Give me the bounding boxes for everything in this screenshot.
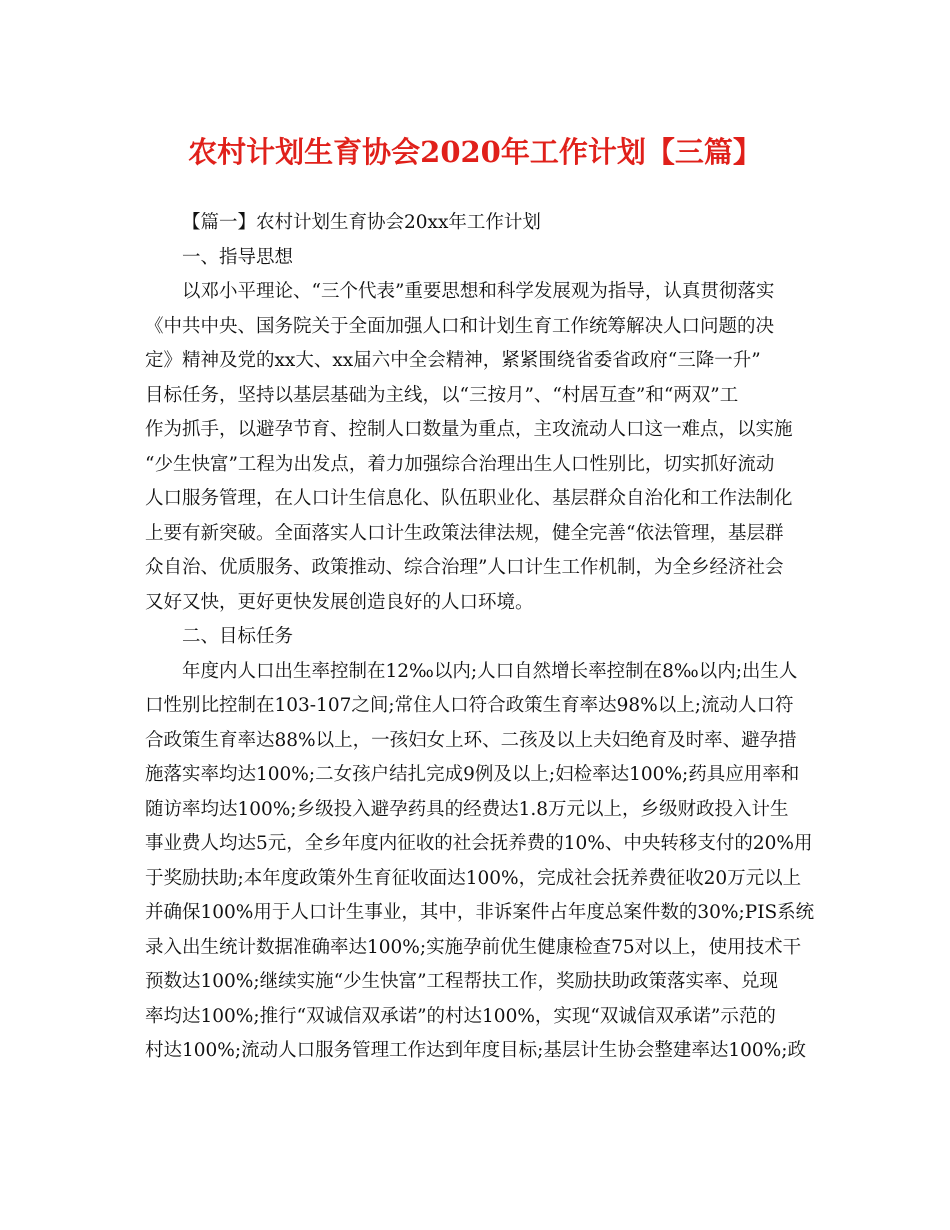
paragraph-line: 众自治、优质服务、政策推动、综合治理”人口计生工作机制，为全乡经济社会 <box>145 557 784 578</box>
document-title: 农村计划生育协会2020年工作计划【三篇】 <box>188 135 762 169</box>
paragraph-line: “少生快富”工程为出发点，着力加强综合治理出生人口性别比，切实抓好流动 <box>145 453 775 475</box>
paragraph-line: 目标任务，坚持以基层基础为主线，以“三按月”、“村居互查”和“两双”工 <box>145 384 739 406</box>
paragraph-line: 作为抓手，以避孕节育、控制人口数量为重点，主攻流动人口这一难点，以实施 <box>145 419 793 440</box>
paragraph-line: 定》精神及党的xx大、xx届六中全会精神，紧紧围绕省委省政府“三降一升” <box>145 350 761 371</box>
document-body <box>145 206 815 1069</box>
subsection-heading: 二、目标任务 <box>182 626 294 647</box>
subsection-heading: 一、指导思想 <box>182 246 294 268</box>
paragraph-line: 录入出生统计数据准确率达100%;实施孕前优生健康检查75对以上，使用技术干 <box>145 936 802 958</box>
paragraph-line: 合政策生育率达88%以上，一孩妇女上环、二孩及以上夫妇绝育及时率、避孕措 <box>145 729 797 751</box>
paragraph-line: 上要有新突破。全面落实人口计生政策法律法规，健全完善“依法管理，基层群 <box>145 522 784 544</box>
paragraph-line: 预数达100%;继续实施“少生快富”工程帮扶工作，奖励扶助政策落实率、兑现 <box>145 971 779 992</box>
paragraph-line: 又好又快，更好更快发展创造良好的人口环境。 <box>145 591 534 613</box>
paragraph-line: 并确保100%用于人口计生事业，其中，非诉案件占年度总案件数的30%;PIS系统 <box>145 902 815 923</box>
paragraph-line: 率均达100%;推行“双诚信双承诺”的村达100%，实现“双诚信双承诺”示范的 <box>145 1005 776 1027</box>
paragraph-line: 人口服务管理，在人口计生信息化、队伍职业化、基层群众自治化和工作法制化 <box>145 488 793 509</box>
paragraph-line: 口性别比控制在103-107之间;常住人口符合政策生育率达98%以上;流动人口符 <box>145 695 794 716</box>
paragraph-line: 施落实率均达100%;二女孩户结扎完成9例及以上;妇检率达100%;药具应用率和 <box>145 764 800 785</box>
paragraph-line: 村达100%;流动人口服务管理工作达到年度目标;基层计生协会整建率达100%;政 <box>145 1040 806 1061</box>
section-heading: 【篇一】农村计划生育协会20xx年工作计划 <box>182 212 541 233</box>
paragraph-line: 随访率均达100%;乡级投入避孕药具的经费达1.8万元以上，乡级财政投入计生 <box>145 798 789 820</box>
paragraph-line: 事业费人均达5元，全乡年度内征收的社会抚养费的10%、中央转移支付的20%用 <box>145 833 813 854</box>
paragraph-line: 于奖励扶助;本年度政策外生育征收面达100%，完成社会抚养费征收20万元以上 <box>145 867 802 889</box>
paragraph-line: 《中共中央、国务院关于全面加强人口和计划生育工作统筹解决人口问题的决 <box>145 315 775 337</box>
paragraph-line: 年度内人口出生率控制在12‰以内;人口自然增长率控制在8‰以内;出生人 <box>182 660 798 682</box>
paragraph-line: 以邓小平理论、“三个代表”重要思想和科学发展观为指导，认真贯彻落实 <box>182 281 775 302</box>
